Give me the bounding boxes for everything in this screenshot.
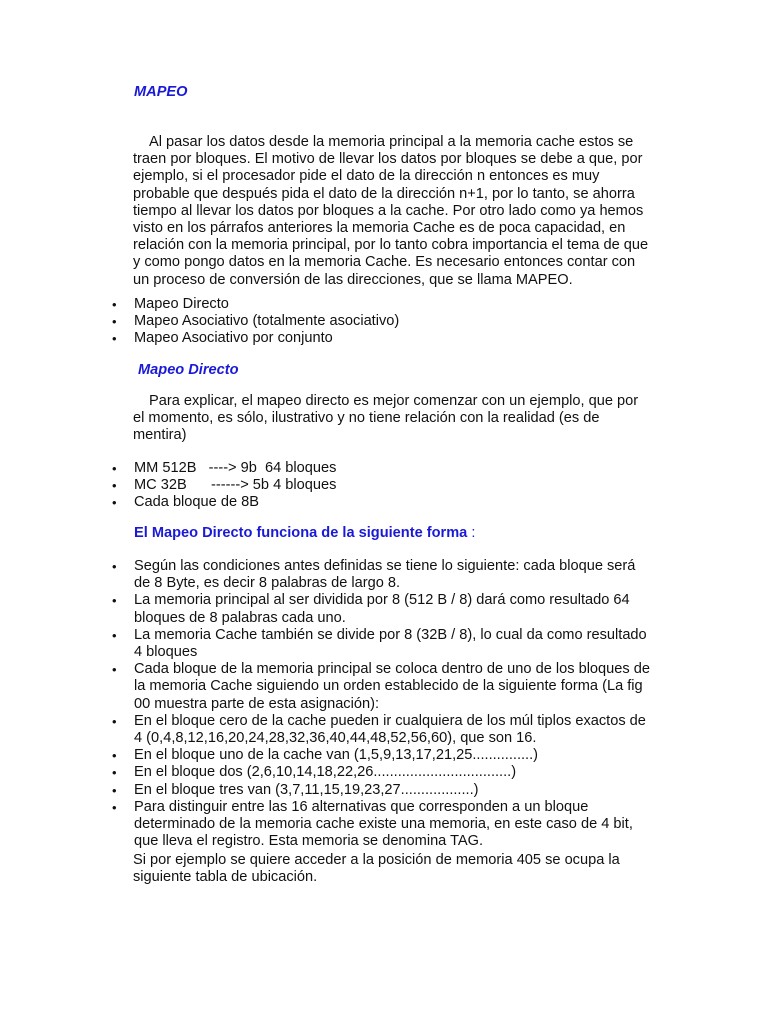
bullet-icon: • <box>112 495 117 511</box>
list-item: • Mapeo Asociativo (totalmente asociativo) <box>112 313 400 330</box>
intro-line: ejemplo, si el procesador pide el dato de la dirección n entonces es muy <box>133 168 600 185</box>
list-item: • La memoria principal al ser dividida por 8 (512 B / 8) dará como resultado 64 bloques de 8 palabras cada uno. <box>112 592 630 626</box>
bullet-icon: • <box>112 799 117 815</box>
bullet-icon: • <box>112 297 117 312</box>
explain-paragraph <box>133 393 638 445</box>
closing-paragraph <box>133 852 638 886</box>
list-item: • Para distinguir entre las 16 alternativas que corresponden a un bloque determinado de la memoria cache existe una memoria, en este caso de 4 bit, que lleva el registro. Esta memoria se denomina TAG. <box>112 798 633 850</box>
explain-line: el momento, es sólo, ilustrativo y no tiene relación con la realidad (es de <box>133 410 600 427</box>
closing-line: siguiente tabla de ubicación. <box>133 869 318 886</box>
list-item: • En el bloque tres van (3,7,11,15,19,23,27..................) <box>112 781 479 798</box>
intro-line: un proceso de conversión de las direcciones, que se llama MAPEO. <box>133 271 573 288</box>
intro-line: visto en los párrafos anteriores la memoria Cache es de poca capacidad, en <box>133 220 626 237</box>
list-item: • Cada bloque de la memoria principal se coloca dentro de uno de los bloques de la memoria Cache siguiendo un orden establecido de la siguiente forma (La fig 00 muestra parte de esta asignación): <box>112 661 650 712</box>
bullet-icon: • <box>112 627 117 643</box>
list-item: • MC 32B ------> 5b 4 bloques <box>112 477 337 494</box>
bullet-icon: • <box>112 461 117 476</box>
list-item: • Cada bloque de 8B <box>112 494 259 511</box>
bullet-icon: • <box>112 662 117 678</box>
list-item: • En el bloque cero de la cache pueden ir cualquiera de los múl tiplos exactos de 4 (0,4,8,12,16,20,24,28,32,36,40,44,48,52,56,60), que son 16. <box>112 712 646 747</box>
bullet-icon: • <box>112 748 117 764</box>
section-title: Mapeo Directo <box>138 362 239 378</box>
bullet-icon: • <box>112 314 117 330</box>
list-item: • Según las condiciones antes definidas se tiene lo siguiente: cada bloque será de 8 Byte, es decir 8 palabras de largo 8. <box>112 558 636 592</box>
bullet-icon: • <box>112 765 117 781</box>
intro-line: probable que después pida el dato de la dirección n+1, por lo tanto, se ahorra <box>133 185 635 202</box>
bullet-icon: • <box>112 713 117 729</box>
list-item: • Mapeo Asociativo por conjunto <box>112 330 333 347</box>
intro-line: traen por bloques. El motivo de llevar los datos por bloques se debe a que, por <box>133 151 643 168</box>
list-item: • MM 512B ----> 9b 64 bloques <box>112 460 337 476</box>
list-item: • En el bloque dos (2,6,10,14,18,22,26..................................) <box>112 764 517 781</box>
intro-line: tiempo al llevar los datos por bloques a la cache. Por otro lado como ya hemos <box>133 202 644 219</box>
bullet-icon: • <box>112 782 117 798</box>
bullet-icon: • <box>112 593 117 609</box>
page-title: MAPEO <box>134 84 188 100</box>
list-item: • La memoria Cache también se divide por 8 (32B / 8), lo cual da como resultado 4 bloques <box>112 626 647 661</box>
intro-line: relación con la memoria principal, por lo tanto cobra importancia el tema de que <box>133 237 649 254</box>
rules-list <box>108 558 648 850</box>
list-item: • En el bloque uno de la cache van (1,5,9,13,17,21,25...............) <box>112 747 539 764</box>
intro-line: y como pongo datos en la memoria Cache. Es necesario entonces contar con <box>133 254 636 271</box>
bullet-icon: • <box>112 478 117 494</box>
closing-line: Si por ejemplo se quiere acceder a la posición de memoria 405 se ocupa la <box>133 852 620 868</box>
intro-paragraph <box>133 134 649 289</box>
mapping-types-list <box>108 296 648 348</box>
explain-line: Para explicar, el mapeo directo es mejor comenzar con un ejemplo, que por <box>149 393 639 409</box>
list-item: • Mapeo Directo <box>112 296 229 312</box>
subsection-title: El Mapeo Directo funciona de la siguiente forma : <box>134 525 476 541</box>
bullet-icon: • <box>112 331 117 347</box>
bullet-icon: • <box>112 559 117 574</box>
example-list <box>108 460 648 512</box>
intro-line: Al pasar los datos desde la memoria principal a la memoria cache estos se <box>149 134 634 150</box>
explain-line: mentira) <box>133 427 187 444</box>
